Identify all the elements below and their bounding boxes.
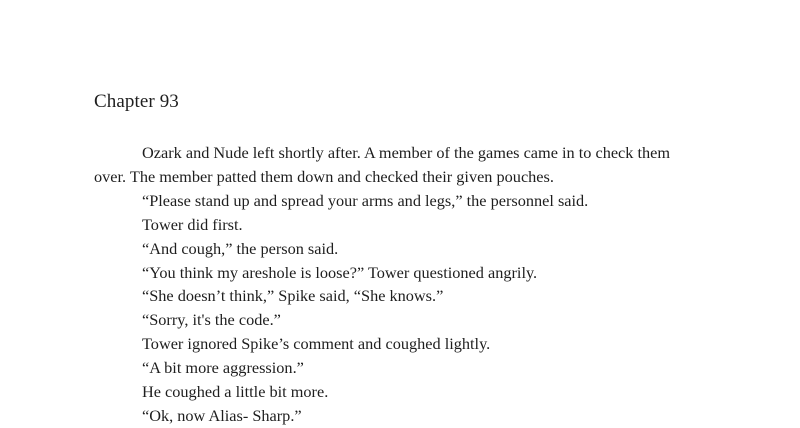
- text-line: “You think my areshole is loose?” Tower questioned angrily.: [142, 262, 538, 282]
- text-line: over. The member patted them down and checked their given pouches.: [94, 166, 554, 186]
- text-line: Tower did first.: [142, 214, 243, 234]
- text-line: Tower ignored Spike’s comment and coughed lightly.: [142, 334, 491, 354]
- text-line: He coughed a little bit more.: [142, 382, 329, 402]
- text-line: Ozark and Nude left shortly after. A member of the games came in to check them: [142, 143, 671, 162]
- chapter-title: Chapter 93: [94, 91, 179, 112]
- text-line: “And cough,” the person said.: [142, 238, 339, 258]
- text-line: “Ok, now Alias- Sharp.”: [142, 405, 302, 425]
- text-line: “Please stand up and spread your arms and legs,” the personnel said.: [142, 190, 589, 210]
- chapter-body: [94, 141, 714, 428]
- text-line: “A bit more aggression.”: [142, 358, 304, 378]
- text-line: “She doesn’t think,” Spike said, “She knows.”: [142, 286, 444, 306]
- text-line: “Sorry, it's the code.”: [142, 310, 281, 330]
